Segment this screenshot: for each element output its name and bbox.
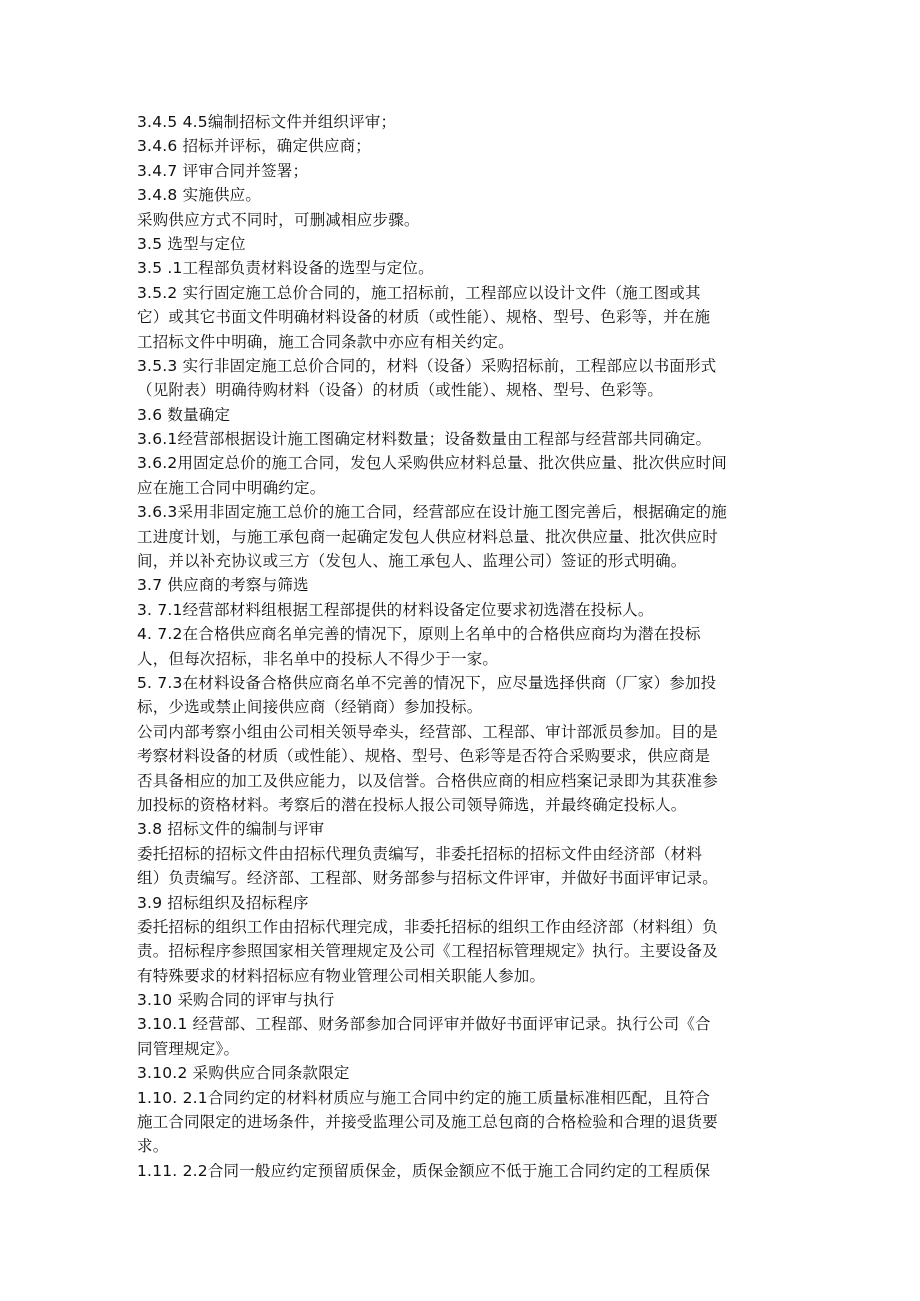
text-line: 施工合同限定的进场条件，并接受监理公司及施工总包商的合格检验和合理的退货要 xyxy=(137,1113,718,1132)
text-line: 3.6.3采用非固定施工总价的施工合同，经营部应在设计施工图完善后，根据确定的施 xyxy=(137,503,727,522)
text-line: 应在施工合同中明确约定。 xyxy=(137,478,326,497)
text-line: 责。招标程序参照国家相关管理规定及公司《工程招标管理规定》执行。主要设备及 xyxy=(137,942,718,961)
text-line: 工招标文件中明确，施工合同条款中亦应有相关约定。 xyxy=(137,332,514,351)
text-line: 求。 xyxy=(137,1137,169,1156)
text-line: 公司内部考察小组由公司相关领导牵头，经营部、工程部、审计部派员参加。目的是 xyxy=(137,722,718,741)
text-line: 同管理规定》。 xyxy=(137,1039,240,1058)
text-line: 3.4.8 实施供应。 xyxy=(137,186,262,205)
text-line: 组）负责编写。经济部、工程部、财务部参与招标文件评审，并做好书面评审记录。 xyxy=(137,869,718,888)
text-line: 3.5.3 实行非固定施工总价合同的，材料（设备）采购招标前，工程部应以书面形式 xyxy=(137,356,717,375)
text-line: 否具备相应的加工及供应能力，以及信誉。合格供应商的相应档案记录即为其获准参 xyxy=(137,771,718,790)
section-heading: 3.9 招标组织及招标程序 xyxy=(137,893,309,912)
text-line: 3.4.6 招标并评标，确定供应商； xyxy=(137,137,371,156)
text-line: 3.6.2用固定总价的施工合同，发包人采购供应材料总量、批次供应量、批次供应时间 xyxy=(137,454,727,473)
text-line: 加投标的资格材料。考察后的潜在投标人报公司领导筛选，并最终确定投标人。 xyxy=(137,795,687,814)
text-line: 工进度计划，与施工承包商一起确定发包人供应材料总量、批次供应量、批次供应时 xyxy=(137,527,718,546)
text-line: 3.6.1经营部根据设计施工图确定材料数量；设备数量由工程部与经营部共同确定。 xyxy=(137,430,712,449)
text-line: 5. 7.3在材料设备合格供应商名单不完善的情况下，应尽量选择供商（厂家）参加投 xyxy=(137,673,717,692)
text-line: 3.4.7 评审合同并签署； xyxy=(137,161,309,180)
text-line: （见附表）明确待购材料（设备）的材质（或性能）、规格、型号、色彩等。 xyxy=(137,381,664,400)
text-line: 人，但每次招标，非名单中的投标人不得少于一家。 xyxy=(137,649,499,668)
document-body xyxy=(137,110,777,1183)
text-line: 考察材料设备的材质（或性能）、规格、型号、色彩等是否符合采购要求，供应商是 xyxy=(137,747,711,766)
text-line: 标，少选或禁止间接供应商（经销商）参加投标。 xyxy=(137,698,483,717)
text-line: 采购供应方式不同时，可删减相应步骤。 xyxy=(137,210,420,229)
text-line: 委托招标的招标文件由招标代理负责编写，非委托招标的招标文件由经济部（材料 xyxy=(137,844,703,863)
text-line: 3.10.1 经营部、工程部、财务部参加合同评审并做好书面评审记录。执行公司《合 xyxy=(137,1015,711,1034)
text-line: 委托招标的组织工作由招标代理完成，非委托招标的组织工作由经济部（材料组）负 xyxy=(137,917,718,936)
text-line: 1.11. 2.2合同一般应约定预留质保金，质保金额应不低于施工合同约定的工程质保 xyxy=(137,1161,711,1180)
text-line: 3. 7.1经营部材料组根据工程部提供的材料设备定位要求初选潜在投标人。 xyxy=(137,600,654,619)
text-line: 3.4.5 4.5编制招标文件并组织评审； xyxy=(137,113,397,131)
section-heading: 3.7 供应商的考察与筛选 xyxy=(137,576,309,595)
text-line: 3.5 .1工程部负责材料设备的选型与定位。 xyxy=(137,259,434,278)
text-line: 它）或其它书面文件明确材料设备的材质（或性能）、规格、型号、色彩等，并在施 xyxy=(137,308,711,327)
section-heading: 3.8 招标文件的编制与评审 xyxy=(137,820,325,839)
text-line: 间，并以补充协议或三方（发包人、施工承包人、监理公司）签证的形式明确。 xyxy=(137,552,687,571)
section-heading: 3.6 数量确定 xyxy=(137,405,231,424)
text-line: 4. 7.2在合格供应商名单完善的情况下，原则上名单中的合格供应商均为潜在投标 xyxy=(137,625,701,644)
section-heading: 3.5 选型与定位 xyxy=(137,234,246,253)
text-line: 3.5.2 实行固定施工总价合同的，施工招标前，工程部应以设计文件（施工图或其 xyxy=(137,283,701,302)
text-line: 有特殊要求的材料招标应有物业管理公司相关职能人参加。 xyxy=(137,966,546,985)
text-line: 1.10. 2.1合同约定的材料材质应与施工合同中约定的施工质量标准相匹配，且符合 xyxy=(137,1088,711,1107)
section-heading: 3.10 采购合同的评审与执行 xyxy=(137,991,335,1010)
text-line: 3.10.2 采购供应合同条款限定 xyxy=(137,1064,350,1083)
